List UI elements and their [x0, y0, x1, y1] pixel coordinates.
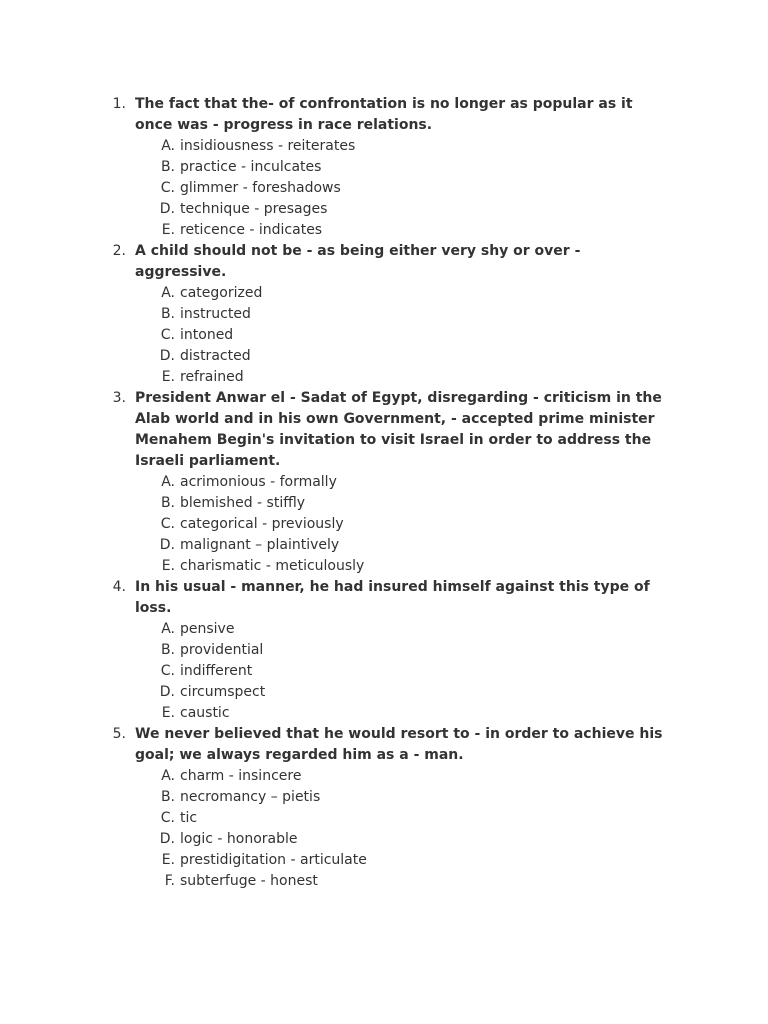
option-letter: A. — [161, 621, 175, 637]
option-letter: B. — [160, 495, 175, 511]
option-d — [135, 829, 672, 850]
option-text: necromancy – pietis — [180, 789, 321, 805]
option-text: prestidigitation - articulate — [180, 852, 367, 868]
option-text: instructed — [180, 306, 251, 322]
option-text: insidiousness - reiterates — [180, 138, 356, 154]
question-3 — [0, 388, 768, 577]
option-e — [135, 703, 672, 724]
option-text: providential — [180, 642, 264, 658]
option-text: acrimonious - formally — [180, 474, 337, 490]
question-5 — [0, 724, 768, 892]
option-letter: B. — [160, 789, 175, 805]
question-1 — [0, 94, 768, 241]
option-letter: D. — [159, 537, 175, 553]
option-b — [135, 493, 672, 514]
option-b — [135, 304, 672, 325]
option-text: refrained — [180, 369, 244, 385]
option-d — [135, 535, 672, 556]
question-number: 1. — [112, 96, 126, 112]
question-text: We never believed that he would resort to - in order to achieve his goal; we always regarded him as a - man. — [135, 726, 663, 763]
option-text: practice - inculcates — [180, 159, 322, 175]
question-2 — [0, 241, 768, 388]
option-letter: F. — [164, 873, 175, 889]
option-letter: A. — [161, 285, 175, 301]
option-e — [135, 367, 672, 388]
option-a — [135, 619, 672, 640]
option-text: categorized — [180, 285, 263, 301]
option-c — [135, 325, 672, 346]
option-a — [135, 766, 672, 787]
option-letter: C. — [160, 516, 175, 532]
option-c — [135, 808, 672, 829]
option-text: reticence - indicates — [180, 222, 323, 238]
option-letter: B. — [160, 642, 175, 658]
question-number: 4. — [112, 579, 126, 595]
option-text: pensive — [180, 621, 235, 637]
option-letter: B. — [160, 159, 175, 175]
question-number: 3. — [112, 390, 126, 406]
question-text: President Anwar el - Sadat of Egypt, disregarding - criticism in the Alab world and in his own Government, - accepted prime minister Menahem Begin's invitation to visit Israel in order to address the Israeli parliament. — [135, 390, 662, 469]
option-b — [135, 787, 672, 808]
option-text: tic — [180, 810, 198, 826]
option-text: indifferent — [180, 663, 253, 679]
option-text: logic - honorable — [180, 831, 298, 847]
option-c — [135, 661, 672, 682]
option-text: distracted — [180, 348, 251, 364]
question-number: 5. — [112, 726, 126, 742]
option-letter: E. — [161, 705, 175, 721]
option-d — [135, 346, 672, 367]
option-b — [135, 640, 672, 661]
document-body — [0, 94, 768, 892]
option-e — [135, 850, 672, 871]
answer-options — [135, 472, 672, 577]
option-letter: D. — [159, 201, 175, 217]
option-e — [135, 220, 672, 241]
option-letter: D. — [159, 831, 175, 847]
option-letter: C. — [160, 327, 175, 343]
option-letter: C. — [160, 663, 175, 679]
option-c — [135, 514, 672, 535]
question-4 — [0, 577, 768, 724]
option-text: categorical - previously — [180, 516, 344, 532]
option-letter: A. — [161, 474, 175, 490]
option-text: caustic — [180, 705, 230, 721]
option-letter: E. — [161, 852, 175, 868]
option-d — [135, 682, 672, 703]
option-letter: E. — [161, 222, 175, 238]
option-letter: E. — [161, 369, 175, 385]
option-a — [135, 472, 672, 493]
option-text: subterfuge - honest — [180, 873, 318, 889]
option-text: circumspect — [180, 684, 266, 700]
option-text: blemished - stiffly — [180, 495, 306, 511]
option-text: charm - insincere — [180, 768, 302, 784]
option-b — [135, 157, 672, 178]
option-letter: D. — [159, 348, 175, 364]
option-c — [135, 178, 672, 199]
question-number: 2. — [112, 243, 126, 259]
answer-options — [135, 283, 672, 388]
option-text: charismatic - meticulously — [180, 558, 365, 574]
answer-options — [135, 766, 672, 892]
option-letter: A. — [161, 768, 175, 784]
question-text: The fact that the- of confrontation is no longer as popular as it once was - progress in race relations. — [135, 96, 633, 133]
option-text: intoned — [180, 327, 234, 343]
question-text: A child should not be - as being either very shy or over - aggressive. — [135, 243, 581, 280]
option-e — [135, 556, 672, 577]
answer-options — [135, 136, 672, 241]
option-text: malignant – plaintively — [180, 537, 340, 553]
option-text: glimmer - foreshadows — [180, 180, 341, 196]
option-a — [135, 136, 672, 157]
option-letter: C. — [160, 180, 175, 196]
option-letter: A. — [161, 138, 175, 154]
option-letter: E. — [161, 558, 175, 574]
option-a — [135, 283, 672, 304]
option-text: technique - presages — [180, 201, 328, 217]
answer-options — [135, 619, 672, 724]
option-letter: D. — [159, 684, 175, 700]
option-letter: B. — [160, 306, 175, 322]
option-f — [135, 871, 672, 892]
option-letter: C. — [160, 810, 175, 826]
option-d — [135, 199, 672, 220]
question-text: In his usual - manner, he had insured himself against this type of loss. — [135, 579, 650, 616]
